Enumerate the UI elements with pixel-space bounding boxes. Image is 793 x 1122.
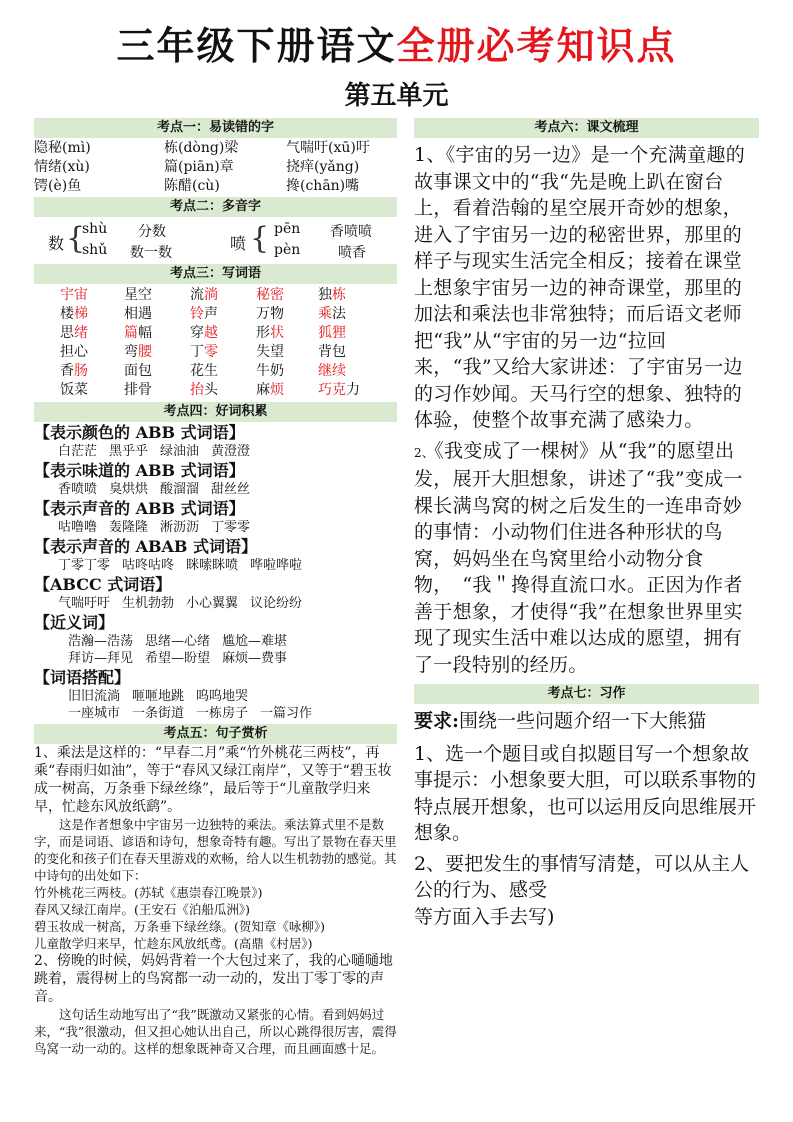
word: [318, 305, 378, 324]
word: 淅沥沥: [160, 520, 200, 535]
table-row: [60, 343, 397, 362]
word-part: 星空: [124, 287, 152, 303]
word-part: 麻: [256, 382, 270, 398]
word-part: 丁: [190, 344, 204, 360]
word: [124, 381, 190, 400]
word-line: [34, 443, 397, 460]
word: [124, 324, 190, 343]
word: [190, 362, 256, 381]
paragraph: 这句话生动地写出了“我”既激动又紧张的心情。看到妈妈过来，“我”很激动，但又担心她认出自己，所以心跳得很厉害，震得鸟窝一动一动的。这样的想象既神奇又合理，而且画面感十足。: [34, 1007, 397, 1056]
word-part: 抬: [190, 382, 204, 398]
left-column: [34, 118, 397, 1057]
word: 挠痒(yǎng): [286, 159, 360, 175]
word: 篇(piān)章: [164, 159, 234, 175]
word: 咕噜噜: [58, 520, 98, 535]
word: 喷香: [338, 245, 366, 261]
word: 轰隆隆: [109, 520, 149, 535]
quote-line: 竹外桃花三两枝。(苏轼《惠崇春江晚景》): [34, 885, 263, 900]
word-line: [34, 519, 397, 536]
table-row: [34, 158, 397, 177]
word: 香喷喷: [330, 224, 372, 240]
word-part: 法: [332, 306, 346, 322]
quote-line: 碧玉妆成一树高，万条垂下绿丝绦。(贺知章《咏柳》): [34, 919, 326, 934]
poly-char-2: 喷: [230, 234, 247, 253]
good-words: [34, 422, 397, 722]
word: 浩瀚—浩荡: [68, 634, 134, 649]
word: 丁零丁零: [58, 558, 111, 573]
paragraph: [414, 438, 759, 679]
requirement-text: 围绕一些问题介绍一下大熊猫: [459, 710, 707, 732]
word-part: 牛奶: [256, 363, 284, 379]
word: 绿油油: [160, 444, 200, 459]
word: 生机勃勃: [122, 596, 175, 611]
word-part: 独: [318, 287, 332, 303]
word: [256, 381, 318, 400]
word: [318, 381, 378, 400]
word: 黄澄澄: [211, 444, 251, 459]
paragraph: 1、《宇宙的另一边》是一个充满童趣的故事课文中的“我“先是晚上趴在窗台上，看着浩翰的星空展开奇妙的想象，进入了宇宙另一边的秘密世界，那里的样子与现实生活完全相反；接着在课堂上想象宇宙另一边的神奇课堂，那里的加法和乘法也非常独特；而后语文老师把“我”从“宇宙的另一边“拉回来，“我”又给大家讲述：了宇宙另一边的习作妙闻。天马行空的想象、独特的体验，使整个故事充满了感染力。: [414, 144, 745, 431]
word-part: 穿: [190, 325, 204, 341]
word-part: 思: [60, 325, 74, 341]
word-part: 状: [270, 325, 284, 341]
word-line: [34, 705, 397, 722]
word-part: 越: [204, 325, 218, 341]
group-title: 【词语搭配】: [34, 668, 131, 687]
word: 尴尬—难堪: [222, 634, 288, 649]
word-part: 流: [190, 287, 204, 303]
group-title: 【表示颜色的 ABB 式词语】: [34, 423, 245, 442]
word: 拜访—拜见: [68, 651, 134, 666]
word-line: [34, 595, 397, 612]
section-header-4: 考点四：好词积累: [34, 402, 397, 422]
word-part: 面包: [124, 363, 152, 379]
right-column: [414, 118, 759, 930]
word: [190, 381, 256, 400]
word: 分数: [138, 224, 166, 240]
word-line: [34, 633, 397, 650]
word: [60, 305, 124, 324]
word: [256, 305, 318, 324]
word-part: 背包: [318, 344, 346, 360]
word-part: 烦: [270, 382, 284, 398]
word: [256, 286, 318, 305]
word: [190, 343, 256, 362]
section-header-5: 考点五：句子赏析: [34, 724, 397, 744]
word-part: 绪: [74, 325, 88, 341]
word-part: 力: [346, 382, 360, 398]
word: [60, 343, 124, 362]
word-part: 饭菜: [60, 382, 88, 398]
word-part: 宇宙: [60, 287, 88, 303]
word-part: 花生: [190, 363, 218, 379]
word-part: 铃: [190, 306, 204, 322]
section-header-7: 考点七：习作: [414, 684, 759, 704]
word: [318, 343, 378, 362]
word: [124, 305, 190, 324]
pinyin: shǔ: [82, 242, 108, 258]
word: 数一数: [130, 245, 172, 261]
word-part: 零: [204, 344, 218, 360]
paragraph: 这是作者想象中宇宙另一边独特的乘法。乘法算式里不是数字，而是词语、谚语和诗句，想象奇特有趣。写出了景物在春天里的变化和孩子们在春天里游戏的欢畅，给人以生机勃勃的感觉。其中诗句的出处如下：: [34, 817, 397, 883]
word: 搀(chān)嘴: [286, 178, 360, 194]
table-row: [60, 381, 397, 400]
pinyin: pēn: [274, 221, 301, 237]
table-row: [34, 177, 397, 196]
title-black: 三年级下册语文: [116, 23, 397, 68]
word: 黑乎乎: [109, 444, 149, 459]
word: 希望—盼望: [145, 651, 211, 666]
paragraph: 1、乘法是这样的：“早春二月”乘“竹外桃花三两枝”，再乘“春雨归如油”，等于“春风又绿江南岸”，又等于“碧玉妆成一树高，万条垂下绿丝绦”，最后等于“儿童散学归来早，忙趁东风放纸鹞”。: [34, 745, 392, 815]
section-header-6: 考点六：课文梳理: [414, 118, 759, 138]
word: 香喷喷: [58, 482, 98, 497]
table-row: [34, 139, 397, 158]
word: 一条街道: [132, 706, 185, 721]
quote-line: 儿童散学归来早，忙趁东风放纸鸢。(高鼎《村居》): [34, 936, 313, 951]
word: 咕咚咕咚: [122, 558, 175, 573]
word: [190, 286, 256, 305]
word: [318, 286, 378, 305]
word-part: 乘: [318, 306, 332, 322]
section-header-1: 考点一：易读错的字: [34, 118, 397, 138]
word-part: 头: [204, 382, 218, 398]
word: [124, 343, 190, 362]
word: 隐秘(mì): [34, 140, 91, 156]
quote-line: 春风又绿江南岸。(王安石《泊船瓜洲》): [34, 902, 251, 917]
sentence-appreciation: [34, 744, 397, 1057]
word-part: 相遇: [124, 306, 152, 322]
word: 甜丝丝: [211, 482, 251, 497]
word: [256, 343, 318, 362]
section-header-3: 考点三：写词语: [34, 264, 397, 284]
word-part: 楼: [60, 306, 74, 322]
table-row: [60, 286, 397, 305]
word: 白茫茫: [58, 444, 98, 459]
requirement: [414, 708, 759, 735]
word: [60, 381, 124, 400]
word: 咂咂地跳: [132, 689, 185, 704]
word: 情绪(xù): [34, 159, 90, 175]
word: 眯嗦眯喷: [186, 558, 239, 573]
word: 臭烘烘: [109, 482, 149, 497]
table-row: [60, 324, 397, 343]
table-row: [60, 305, 397, 324]
poly-char-1: 数: [48, 234, 65, 253]
group-title: 【表示声音的 ABB 式词语】: [34, 499, 245, 518]
title-red: 全册必考知识点: [396, 23, 677, 68]
word: 旧旧流淌: [68, 689, 121, 704]
word: [190, 324, 256, 343]
group-title: 【ABCC 式词语】: [34, 575, 172, 594]
word-line: [34, 481, 397, 498]
word-line: [34, 650, 397, 667]
pinyin: shù: [82, 221, 108, 237]
word: 小心翼翼: [186, 596, 239, 611]
word-part: 梯: [74, 306, 88, 322]
word: [124, 362, 190, 381]
misread-chars: [34, 138, 397, 196]
paragraph: 2、要把发生的事情写清楚，可以从主人公的行为、感受: [414, 852, 750, 901]
word: 一座城市: [68, 706, 121, 721]
word: 气喘吁(xū)吁: [286, 140, 370, 156]
brace-icon: {: [66, 221, 86, 256]
word: [124, 286, 190, 305]
word-part: 香: [60, 363, 74, 379]
word-part: 狐狸: [318, 325, 346, 341]
word-part: 秘密: [256, 287, 284, 303]
word: [60, 324, 124, 343]
word-part: 幅: [138, 325, 152, 341]
word-part: 腰: [138, 344, 152, 360]
word: 陈醋(cù): [164, 178, 220, 194]
group-title: 【近义词】: [34, 613, 115, 632]
word: 丁零零: [211, 520, 251, 535]
write-words-grid: [34, 284, 397, 400]
word: 一篇习作: [260, 706, 313, 721]
word-part: 万物: [256, 306, 284, 322]
section-header-2: 考点二：多音字: [34, 197, 397, 217]
page-title: [0, 22, 793, 70]
word: [256, 324, 318, 343]
page-subtitle: 第五单元: [344, 81, 449, 111]
word: 酸溜溜: [160, 482, 200, 497]
word: 一栋房子: [196, 706, 249, 721]
word-part: 形: [256, 325, 270, 341]
word-part: 巧克: [318, 382, 346, 398]
word-part: 肠: [74, 363, 88, 379]
word: [318, 324, 378, 343]
word-part: 担心: [60, 344, 88, 360]
word-part: 失望: [256, 344, 284, 360]
group-title: 【表示味道的 ABB 式词语】: [34, 461, 245, 480]
word: 栋(dòng)梁: [164, 140, 239, 156]
word-part: 栋: [332, 287, 346, 303]
word-part: 淌: [204, 287, 218, 303]
word: 麻烦—费事: [222, 651, 288, 666]
word-part: 继续: [318, 363, 346, 379]
paragraph: 等方面入手去写): [414, 905, 555, 928]
word: 锷(è)鱼: [34, 178, 82, 194]
table-row: [60, 362, 397, 381]
word-part: 声: [204, 306, 218, 322]
word: [60, 286, 124, 305]
paragraph-text: 《我变成了一棵树》从“我”的愿望出发，展开大胆想象，讲述了“我”变成一棵长满鸟窝的树之后发生的一连串奇妙的事情：小动物们住进各种形状的鸟窝，妈妈坐在鸟窝里给小动物分食物， “我＂搀得直流口水。正因为作者善于想象，才使得“我”在想象世界里实现了现实生活中难以达成的愿望，拥有了一段特别的经历。: [414, 439, 743, 676]
word: 思绪—心绪: [145, 634, 211, 649]
word-part: 排骨: [124, 382, 152, 398]
list-number: 2、: [414, 445, 435, 460]
word: 气喘吁吁: [58, 596, 111, 611]
word-line: [34, 557, 397, 574]
word: [318, 362, 378, 381]
brace-icon: {: [250, 221, 270, 256]
word: 议论纷纷: [250, 596, 303, 611]
word: 呜呜地哭: [196, 689, 249, 704]
word: [256, 362, 318, 381]
word-part: 篇: [124, 325, 138, 341]
word: [60, 362, 124, 381]
word-part: 弯: [124, 344, 138, 360]
paragraph: 1、选一个题目或自拟题目写一个想象故事提示：小想象要大胆，可以联系事物的特点展开想象，也可以运用反向思维展开想象。: [414, 742, 757, 844]
word: 哗啦哗啦: [250, 558, 303, 573]
requirement-label: 要求:: [414, 710, 460, 732]
pinyin: pèn: [274, 242, 301, 258]
polyphonic-chars: [34, 217, 397, 263]
paragraph: 2、傍晚的时候，妈妈背着一个大包过来了，我的心嗵嗵地跳着，震得树上的鸟窝都一动一动的，发出丁零丁零的声音。: [34, 953, 393, 1005]
word: [190, 305, 256, 324]
group-title: 【表示声音的 ABAB 式词语】: [34, 537, 258, 556]
word-line: [34, 688, 397, 705]
